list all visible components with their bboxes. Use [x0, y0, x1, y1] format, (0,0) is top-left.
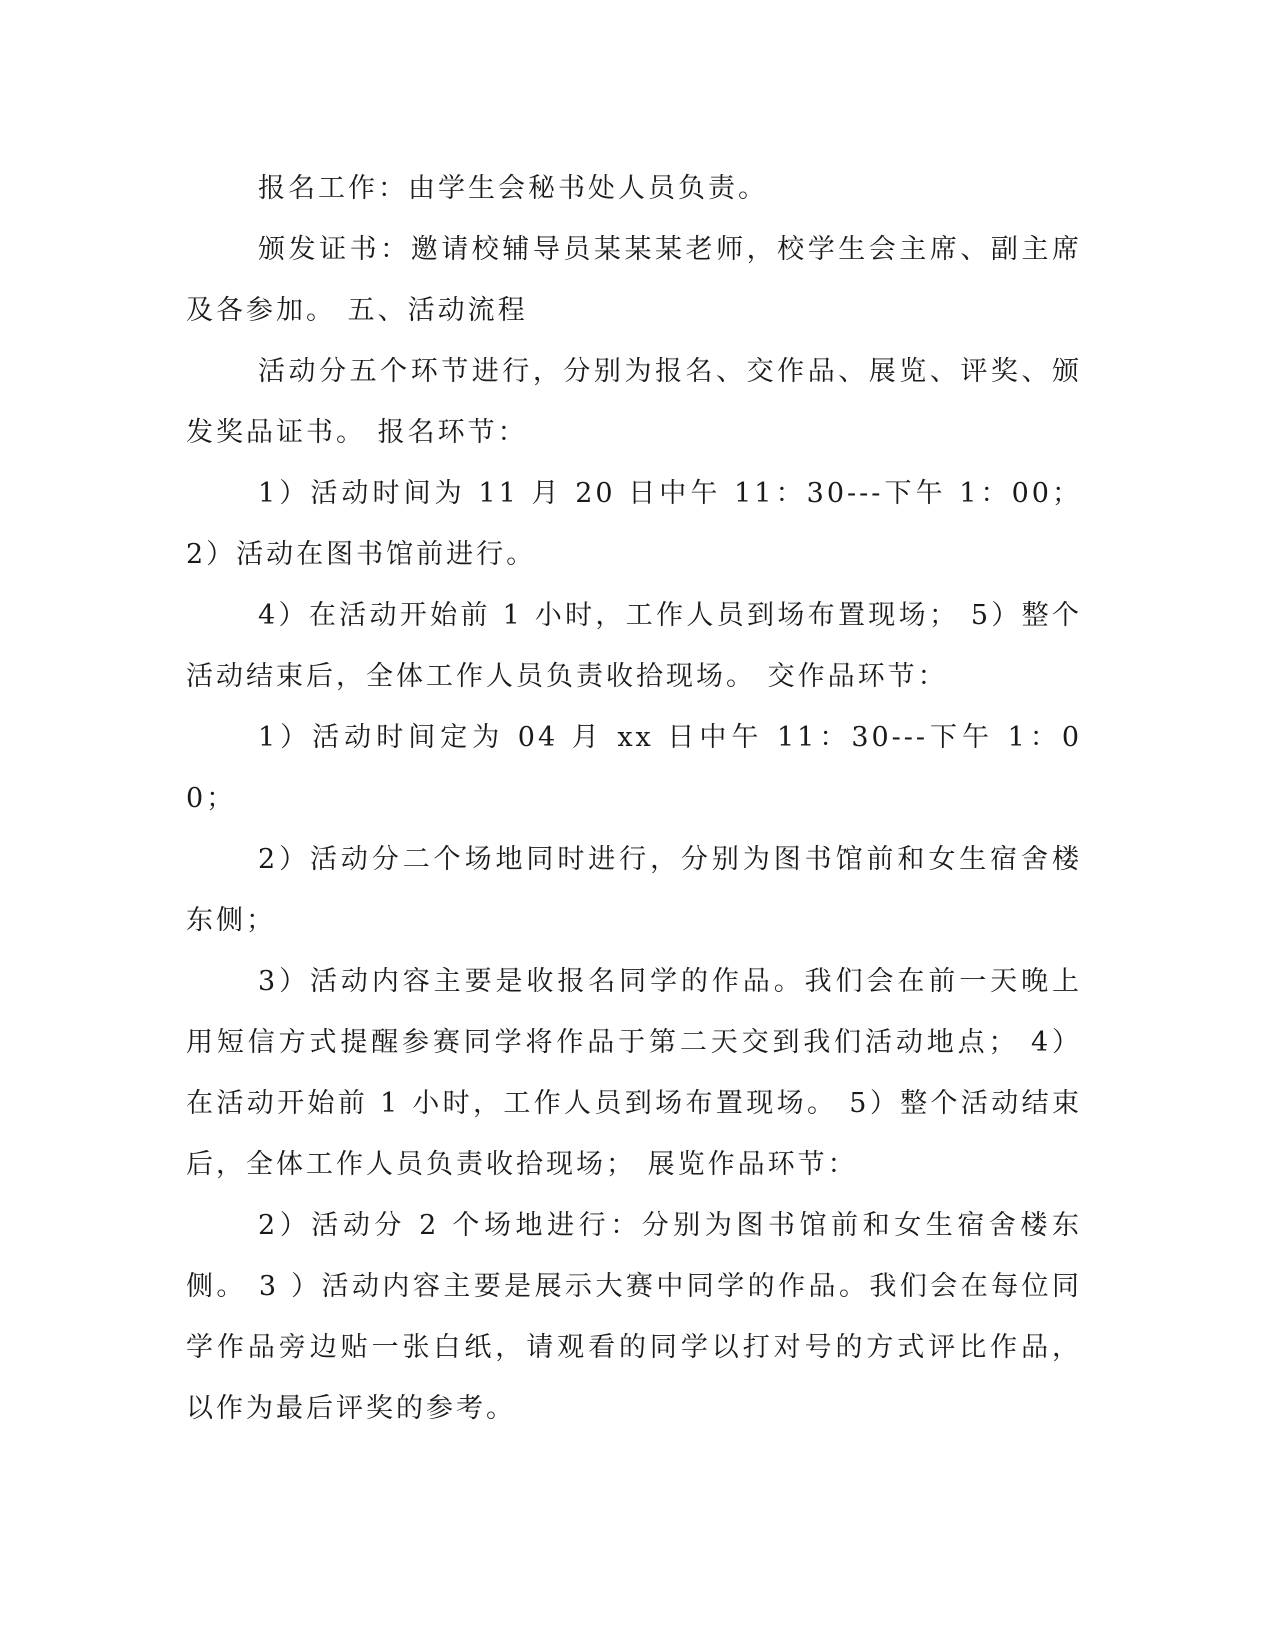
paragraph-registration-staff: 报名工作：由学生会秘书处人员负责。	[258, 173, 768, 204]
paragraph-submission-venues: 2）活动分二个场地同时进行，分别为图书馆前和女生宿舍楼东侧；	[186, 844, 1082, 936]
paragraph-exhibition: 2）活动分 2 个场地进行：分别为图书馆前和女生宿舍楼东侧。 3 ）活动内容主要是展示大赛中同学的作品。我们会在每位同学作品旁边贴一张白纸，请观看的同学以打对号的方式评比作品，以作为最后评奖的参考。	[186, 1210, 1082, 1424]
paragraph-registration-setup: 4）在活动开始前 1 小时，工作人员到场布置现场； 5）整个活动结束后，全体工作人员负责收拾现场。 交作品环节：	[186, 600, 1082, 692]
paragraph-registration-time: 1）活动时间为 11 月 20 日中午 11：30---下午 1：00； 2）活动在图书馆前进行。	[186, 478, 1082, 570]
paragraph-submission-content: 3）活动内容主要是收报名同学的作品。我们会在前一天晚上用短信方式提醒参赛同学将作品于第二天交到我们活动地点； 4）在活动开始前 1 小时，工作人员到场布置现场。 5）整个活动结束后，全体工作人员负责收拾现场； 展览作品环节：	[186, 966, 1082, 1180]
document-body	[186, 158, 1082, 1439]
paragraph-activity-overview: 活动分五个环节进行，分别为报名、交作品、展览、评奖、颁发奖品证书。 报名环节：	[186, 356, 1082, 448]
paragraph-certificate-award: 颁发证书：邀请校辅导员某某某老师，校学生会主席、副主席及各参加。 五、活动流程	[186, 234, 1082, 326]
paragraph-submission-time: 1）活动时间定为 04 月 xx 日中午 11：30---下午 1：00；	[186, 722, 1082, 814]
